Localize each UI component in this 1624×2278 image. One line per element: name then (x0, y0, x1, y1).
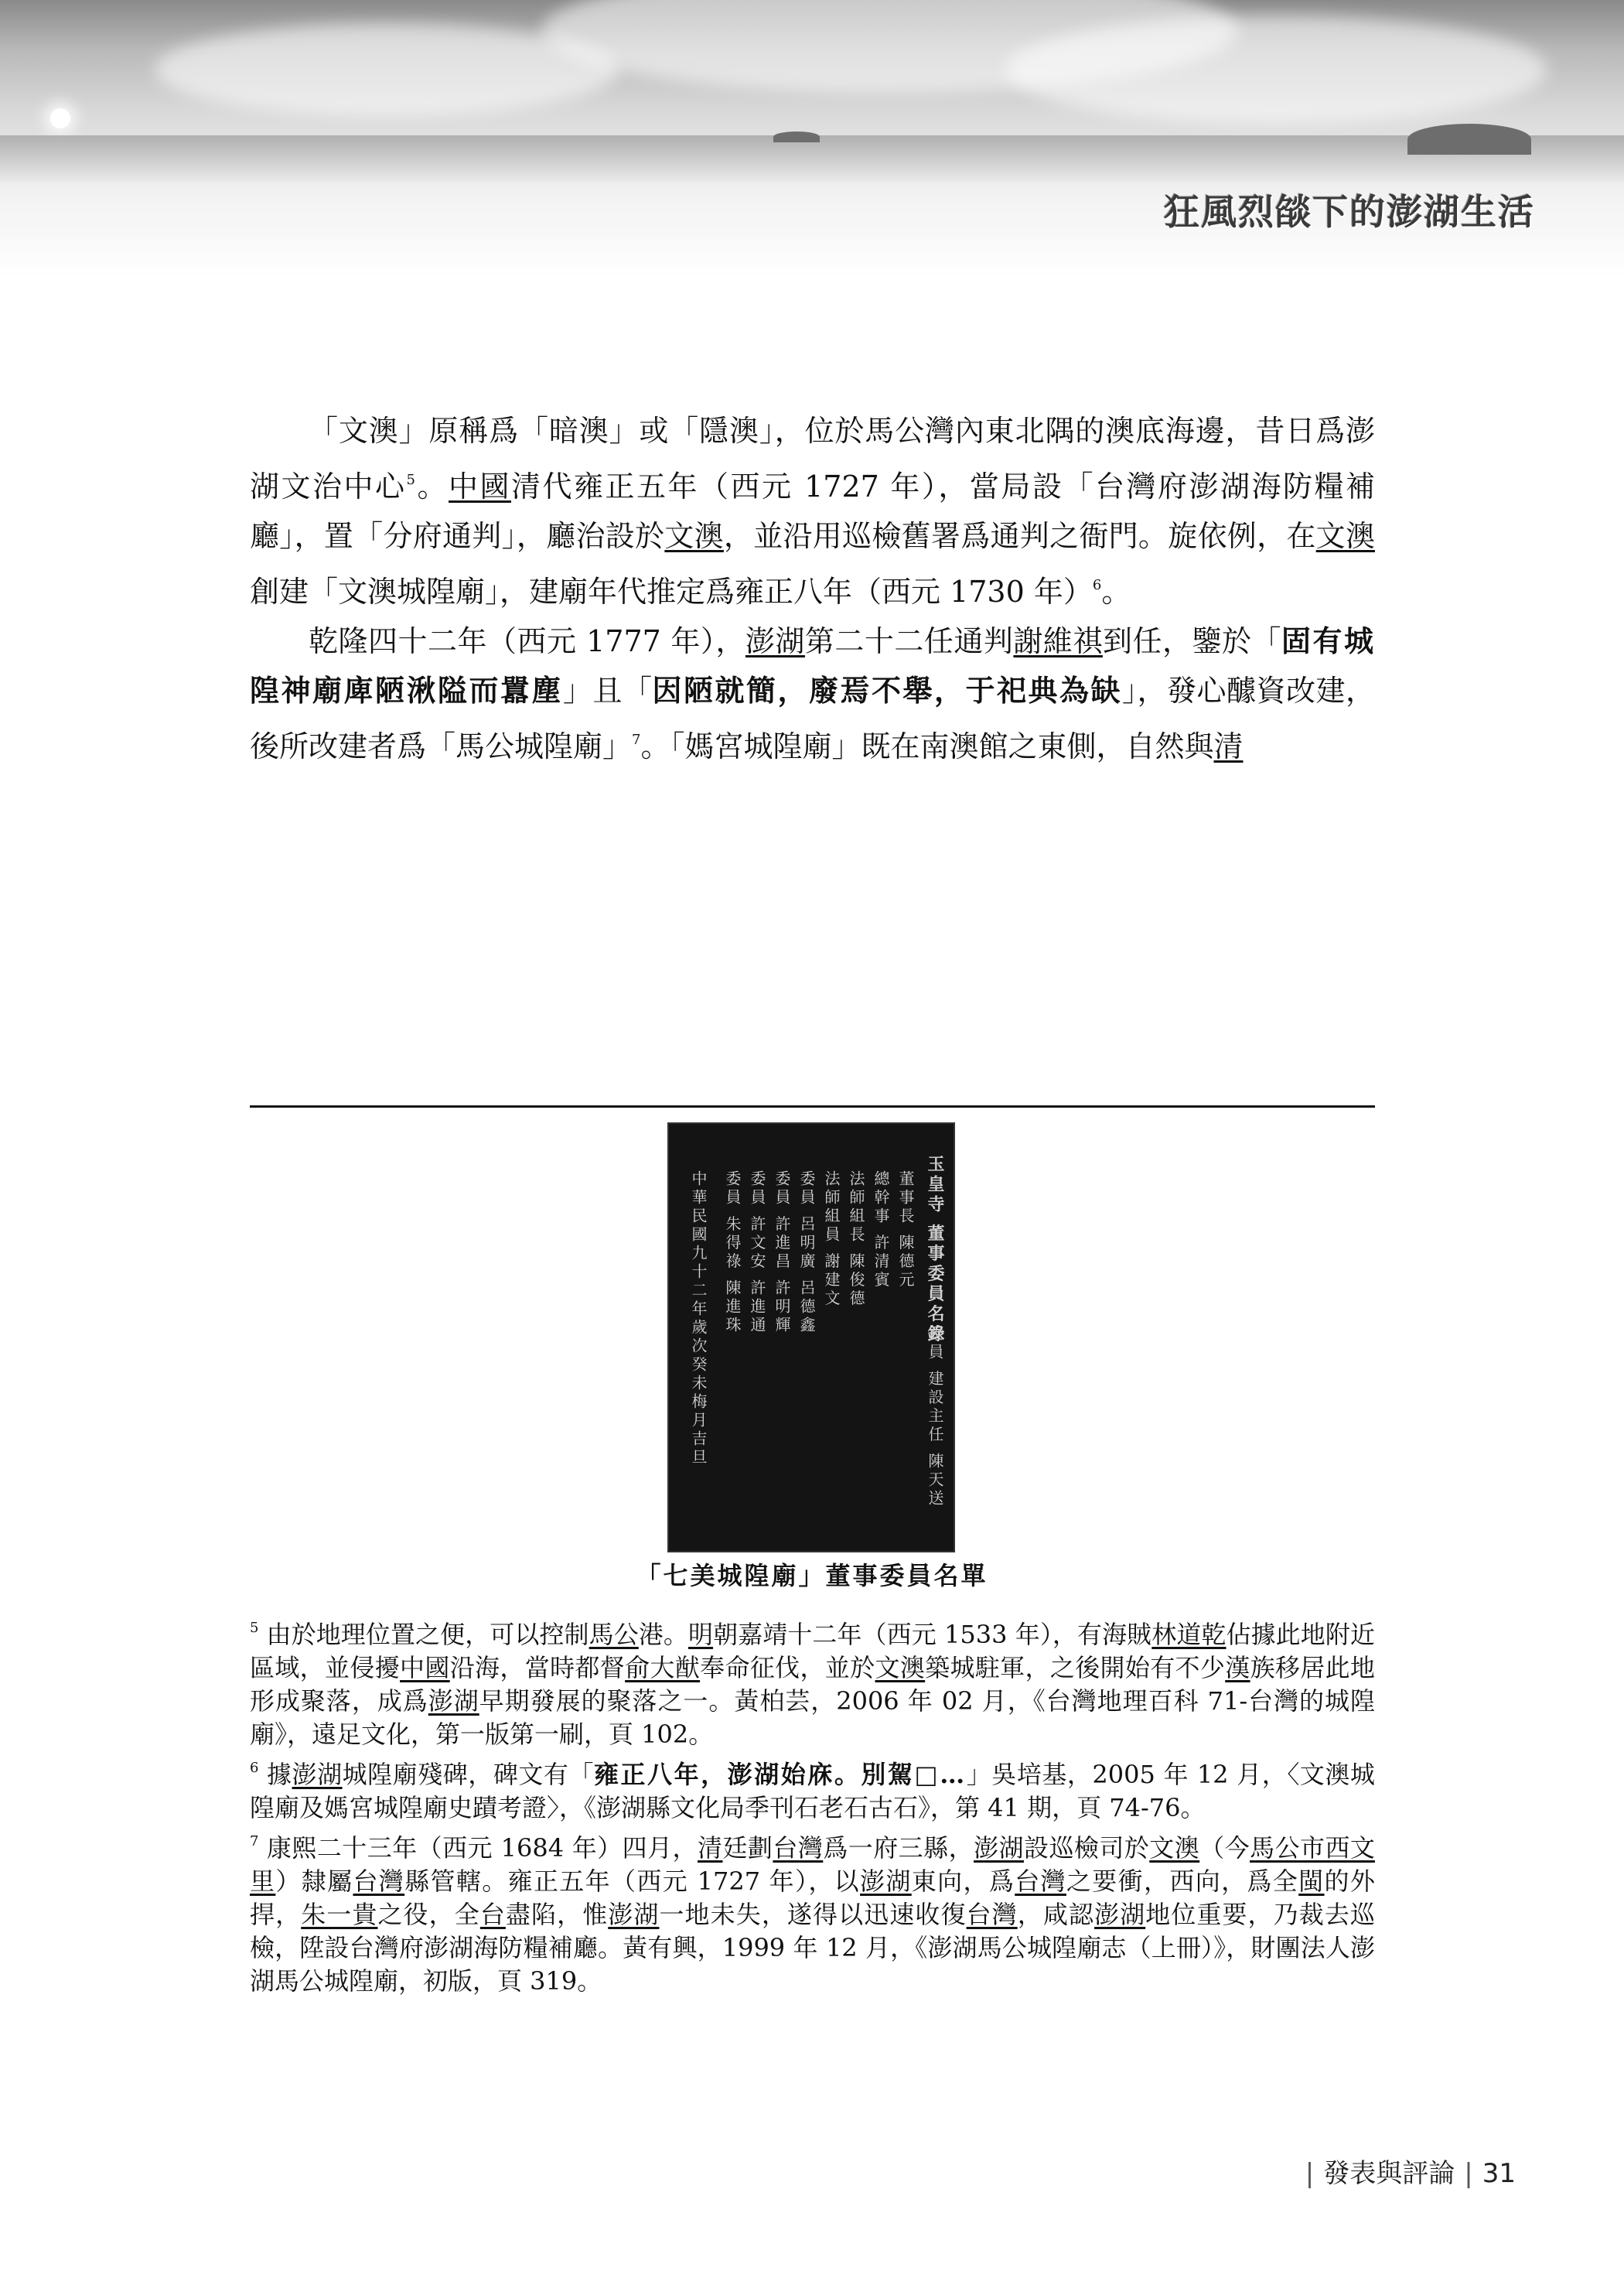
footnote-number: 7 (250, 1833, 259, 1849)
footnote-ref-7[interactable]: 7 (632, 732, 641, 748)
text-run: 乾隆四十二年（西元 1777 年）， (309, 624, 745, 658)
cloud-shape (155, 23, 619, 116)
text-run: 第二十二任通判 (804, 624, 1014, 658)
text-run: 」，發心醵資改建，後所改建者爲「馬公城隍廟」 (250, 674, 1375, 763)
footnote-text: 據澎湖城隍廟殘碑，碑文有「雍正八年，澎湖始庥。別駕□…」吳培基，2005 年 12 月，〈文澳城隍廟及媽宮城隍廟史蹟考證〉，《澎湖縣文化局季刊石老石古石》，第 41 期，頁 74-76。 (250, 1760, 1375, 1822)
footer-section-label: 發表與評論 (1323, 2158, 1455, 2189)
plaque-column: 委員 呂明廣 呂德鑫 (797, 1170, 816, 1335)
paragraph-1 (250, 406, 1375, 616)
underlined-term: 文澳 (1315, 519, 1375, 553)
plaque-column: 委員 許進昌 許明輝 (773, 1170, 791, 1335)
photo-caption: 「七美城隍廟」董事委員名單 (636, 1561, 988, 1590)
underlined-term: 清 (1213, 729, 1244, 763)
footnote-ref-5[interactable]: 5 (406, 472, 415, 488)
footnote-ref-6[interactable]: 6 (1092, 577, 1102, 593)
footnote-text: 由於地理位置之便，可以控制馬公港。明朝嘉靖十二年（西元 1533 年），有海賊林道乾佔據此地附近區域，並侵擾中國沿海，當時都督俞大猷奉命征伐，並於文澳築城駐軍，之後開始有不少漢族移居此地形成聚落，成爲澎湖早期發展的聚落之一。黃柏芸，2006 年 02 月，《台灣地理百科 71-台灣的城隍廟》，遠足文化，第一版第一刷，頁 102。 (250, 1620, 1375, 1749)
text-run: 到任，鑒於「 (1102, 624, 1281, 658)
plaque-date: 中華民國九十二年歲次癸未梅月吉旦 (689, 1170, 708, 1467)
sea-horizon (0, 135, 1624, 182)
sun-glow (50, 108, 70, 128)
quoted-classical-text: 固有城隍神廟庳陋湫隘而囂塵 (250, 623, 1375, 708)
underlined-term: 中國 (449, 470, 512, 504)
island-shape (1407, 124, 1531, 155)
footnote-6 (250, 1751, 1375, 1825)
footnote-5 (250, 1611, 1375, 1751)
footnotes (250, 1611, 1375, 1998)
footnote-number: 6 (250, 1760, 259, 1776)
text-run: 清代雍正五年（西元 1727 年），當局設「台灣府澎湖海防糧補廳」，置「分府通判」，廳治設於 (250, 470, 1375, 553)
footer-divider: | (1464, 2158, 1473, 2189)
plaque-column: 委員 許文安 許進通 (748, 1170, 766, 1335)
footnote-text: 康熙二十三年（西元 1684 年）四月，清廷劃台灣爲一府三縣，澎湖設巡檢司於文澳（今馬公市西文里）隸屬台灣縣管轄。雍正五年（西元 1727 年），以澎湖東向，爲台灣之要衝，西向，爲全閩的外捍，朱一貴之役，全台盡陷，惟澎湖一地未失，遂得以迅速收復台灣，咸認澎湖地位重要，乃裁去巡檢，陞設台灣府澎湖海防糧補廳。黃有興，1999 年 12 月，《澎湖馬公城隍廟志（上冊）》，財團法人澎湖馬公城隍廟，初版，頁 319。 (250, 1833, 1375, 1996)
page-number: 31 (1482, 2158, 1516, 2189)
text-run: ，並沿用巡檢舊署爲通判之衙門。旋依例，在 (723, 519, 1316, 553)
quoted-classical-text: 因陋就簡，廢焉不舉，于祀典為缺 (652, 673, 1122, 708)
plaque-column: 法師組長 陳俊德 (847, 1170, 865, 1309)
plaque-column: 董事長 陳德元 (896, 1170, 915, 1290)
text-run: 」且「 (562, 674, 653, 708)
footnote-7 (250, 1825, 1375, 1998)
underlined-term: 文澳 (664, 519, 724, 553)
header-banner (0, 0, 1624, 278)
island-shape (773, 131, 820, 142)
underlined-term: 澎湖 (745, 624, 805, 658)
main-text (250, 406, 1375, 771)
plaque-column: 委員 朱得祿 陳進珠 (723, 1170, 742, 1335)
plaque-column: 委員 建設主任 陳天送 (926, 1325, 944, 1508)
paragraph-2 (250, 616, 1375, 771)
footer-divider: | (1305, 2158, 1315, 2189)
page-footer (1296, 2152, 1516, 2190)
text-run: 創建「文澳城隍廟」，建廟年代推定爲雍正八年（西元 1730 年） (250, 575, 1093, 609)
footnote-number: 5 (250, 1620, 259, 1636)
plaque-column: 法師組員 謝建文 (822, 1170, 841, 1309)
footnote-divider (250, 1105, 1375, 1108)
text-run: 。 (1101, 575, 1131, 609)
plaque-column: 總幹事 許清賓 (872, 1170, 890, 1290)
cloud-shape (1005, 15, 1547, 124)
section-header-title: 狂風烈燄下的澎湖生活 (1164, 191, 1535, 233)
underlined-term: 謝維祺 (1013, 624, 1103, 658)
text-run: 。「媽宮城隍廟」既在南澳館之東側，自然與 (640, 729, 1214, 763)
plaque-photo (667, 1122, 955, 1552)
plaque-title: 玉皇寺 董事委員名錄 (925, 1155, 944, 1345)
text-run: 。 (415, 470, 449, 504)
text-run: 「文澳」原稱爲「暗澳」或「隱澳」，位於馬公灣內東北隅的澳底海邊，昔日爲澎湖文治中心 (250, 414, 1375, 504)
